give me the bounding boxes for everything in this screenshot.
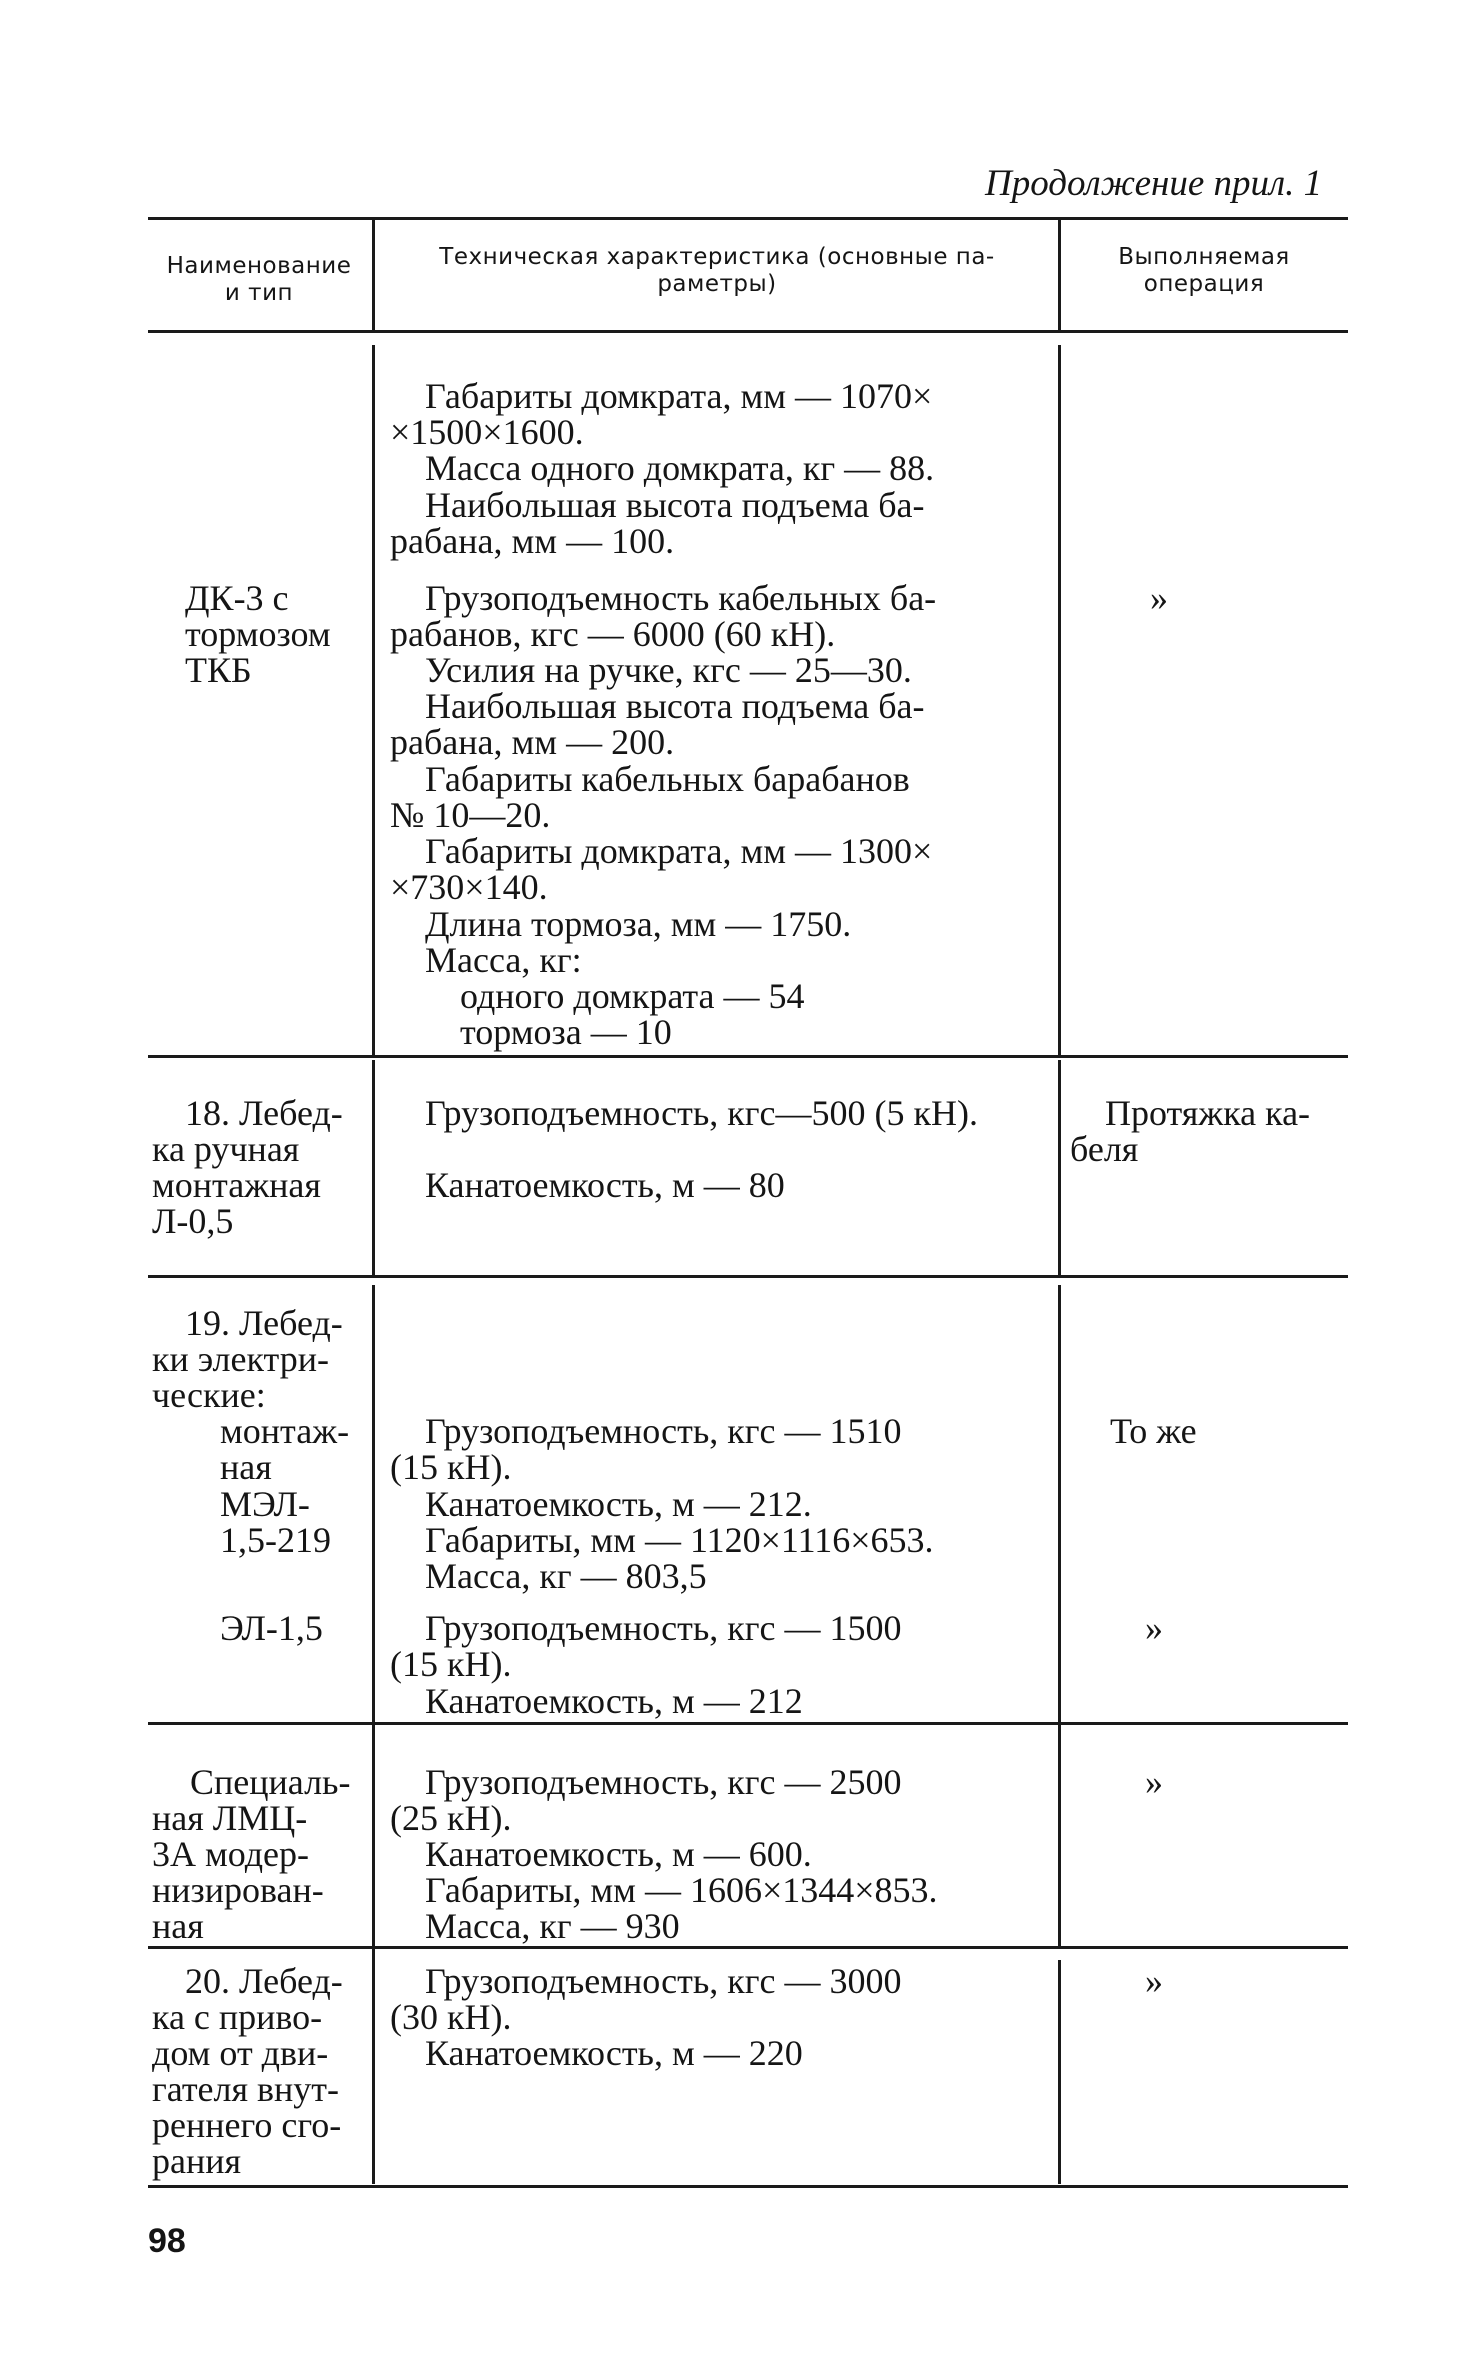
name-r20-l2: ка с приво-: [152, 1997, 323, 2037]
spec-sp-l3: Канатоемкость, м — 600.: [425, 1834, 812, 1874]
spec-r18-l2: Канатоемкость, м — 80: [425, 1165, 785, 1205]
spec-r19b-l1: Грузоподъемность, кгс — 1500: [425, 1608, 902, 1648]
spec-b1-l5: рабана, мм — 100.: [390, 521, 675, 561]
spec-b2-l2: рабанов, кгс — 6000 (60 кН).: [390, 614, 836, 654]
header-op-line-2: операция: [1143, 271, 1265, 297]
name-r20-l4: гателя внут-: [152, 2069, 340, 2109]
spec-r19-l1: Грузоподъемность, кгс — 1510: [425, 1411, 902, 1451]
spec-b2-l4: Наибольшая высота подъема ба-: [425, 686, 925, 726]
spec-r20-l1: Грузоподъемность, кгс — 3000: [425, 1961, 902, 2001]
header-name: [148, 253, 370, 307]
col-rule-2-row20: [1058, 1960, 1061, 2184]
spec-b1-l4: Наибольшая высота подъема ба-: [425, 485, 925, 525]
spec-r18-l1: Грузоподъемность, кгс—500 (5 кН).: [425, 1093, 978, 1133]
row-rule-4: [148, 1946, 1348, 1949]
continuation-caption: Продолжение прил. 1: [985, 163, 1323, 204]
col-rule-2-row19: [1058, 1285, 1061, 1723]
name-sp-l5: ная: [152, 1906, 204, 1946]
name-r19-l3: ческие:: [152, 1375, 266, 1415]
header-op: [1064, 244, 1344, 298]
name-r20-l6: рания: [152, 2141, 242, 2181]
op-r18-l1: Протяжка ка-: [1105, 1093, 1311, 1133]
name-r19-l1: 19. Лебед-: [185, 1303, 343, 1343]
header-spec-line-1: Техническая характеристика (основные па-: [439, 244, 995, 270]
spec-sp-l2: (25 кН).: [390, 1798, 512, 1838]
name-sp-l4: низирован-: [152, 1870, 324, 1910]
name-r18-l1: 18. Лебед-: [185, 1093, 343, 1133]
op-sp: »: [1145, 1762, 1163, 1802]
spec-b2-l1: Грузоподъемность кабельных ба-: [425, 578, 937, 618]
spec-b1-l2: ×1500×1600.: [390, 412, 584, 452]
col-rule-2-row18: [1058, 1060, 1061, 1276]
name-r19-l5: ная: [220, 1447, 272, 1487]
col-rule-2-header: [1058, 219, 1061, 332]
name-b2-l2: тормозом: [185, 614, 331, 654]
header-op-line-1: Выполняемая: [1118, 244, 1290, 270]
header-name-line-2: и тип: [224, 280, 294, 306]
name-sp-l1: Специаль-: [190, 1762, 351, 1802]
name-r20-l5: реннего сго-: [152, 2105, 342, 2145]
spec-sp-l1: Грузоподъемность, кгс — 2500: [425, 1762, 902, 1802]
col-rule-1-row18: [372, 1060, 375, 1276]
name-r19-l6: МЭЛ-: [220, 1484, 310, 1524]
spec-b2-l6: Габариты кабельных барабанов: [425, 759, 910, 799]
spec-b1-l1: Габариты домкрата, мм — 1070×: [425, 376, 933, 416]
spec-r19-l5: Масса, кг — 803,5: [425, 1556, 707, 1596]
spec-b2-l10: Длина тормоза, мм — 1750.: [425, 904, 852, 944]
spec-b1-l3: Масса одного домкрата, кг — 88.: [425, 448, 935, 488]
spec-b2-l7: № 10—20.: [390, 795, 551, 835]
spec-b2-l13: тормоза — 10: [460, 1012, 672, 1052]
header-name-line-1: Наименование: [166, 253, 352, 279]
header-spec: [382, 244, 1052, 298]
spec-sp-l5: Масса, кг — 930: [425, 1906, 680, 1946]
spec-b2-l9: ×730×140.: [390, 867, 548, 907]
name-r19b: ЭЛ-1,5: [220, 1608, 323, 1648]
row-rule-2: [148, 1275, 1348, 1278]
name-sp-l3: 3А модер-: [152, 1834, 310, 1874]
name-r19-l4: монтаж-: [220, 1411, 350, 1451]
spec-b2-l8: Габариты домкрата, мм — 1300×: [425, 831, 933, 871]
name-r18-l3: монтажная: [152, 1165, 321, 1205]
spec-b2-l5: рабана, мм — 200.: [390, 722, 675, 762]
name-r19-l7: 1,5-219: [220, 1520, 331, 1560]
page-number: 98: [148, 2222, 186, 2260]
spec-b2-l12: одного домкрата — 54: [460, 976, 805, 1016]
row-rule-1: [148, 1055, 1348, 1058]
col-rule-1-row20: [372, 1948, 375, 2184]
header-bottom-rule: [148, 330, 1348, 333]
spec-r19-l2: (15 кН).: [390, 1447, 512, 1487]
op-r19: То же: [1110, 1411, 1197, 1451]
op-b2: »: [1150, 578, 1168, 618]
name-sp-l2: ная ЛМЦ-: [152, 1798, 308, 1838]
col-rule-2-block1: [1058, 345, 1061, 1057]
col-rule-2-special: [1058, 1725, 1061, 1947]
op-r19b: »: [1145, 1608, 1163, 1648]
spec-r19-l4: Габариты, мм — 1120×1116×653.: [425, 1520, 934, 1560]
col-rule-1-block1: [372, 345, 375, 1057]
op-r20: »: [1145, 1961, 1163, 2001]
spec-r19b-l2: (15 кН).: [390, 1644, 512, 1684]
spec-r19-l3: Канатоемкость, м — 212.: [425, 1484, 812, 1524]
name-r19-l2: ки электри-: [152, 1339, 329, 1379]
name-r18-l2: ка ручная: [152, 1129, 300, 1169]
col-rule-1-special: [372, 1725, 375, 1947]
spec-b2-l3: Усилия на ручке, кгс — 25—30.: [425, 650, 912, 690]
spec-r19b-l3: Канатоемкость, м — 212: [425, 1681, 803, 1721]
name-r20-l1: 20. Лебед-: [185, 1961, 343, 2001]
col-rule-1-row19: [372, 1285, 375, 1723]
table-bottom-rule: [148, 2185, 1348, 2188]
spec-sp-l4: Габариты, мм — 1606×1344×853.: [425, 1870, 938, 1910]
name-b2-l1: ДК-3 с: [185, 578, 289, 618]
table-top-rule: [148, 217, 1348, 220]
header-spec-line-2: раметры): [657, 271, 777, 297]
spec-b2-l11: Масса, кг:: [425, 940, 582, 980]
row-rule-3: [148, 1722, 1348, 1725]
name-r18-l4: Л-0,5: [152, 1201, 234, 1241]
name-r20-l3: дом от дви-: [152, 2033, 329, 2073]
spec-r20-l2: (30 кН).: [390, 1997, 512, 2037]
spec-r20-l3: Канатоемкость, м — 220: [425, 2033, 803, 2073]
name-b2-l3: ТКБ: [185, 650, 252, 690]
op-r18-l2: беля: [1070, 1129, 1139, 1169]
col-rule-1-header: [372, 219, 375, 332]
